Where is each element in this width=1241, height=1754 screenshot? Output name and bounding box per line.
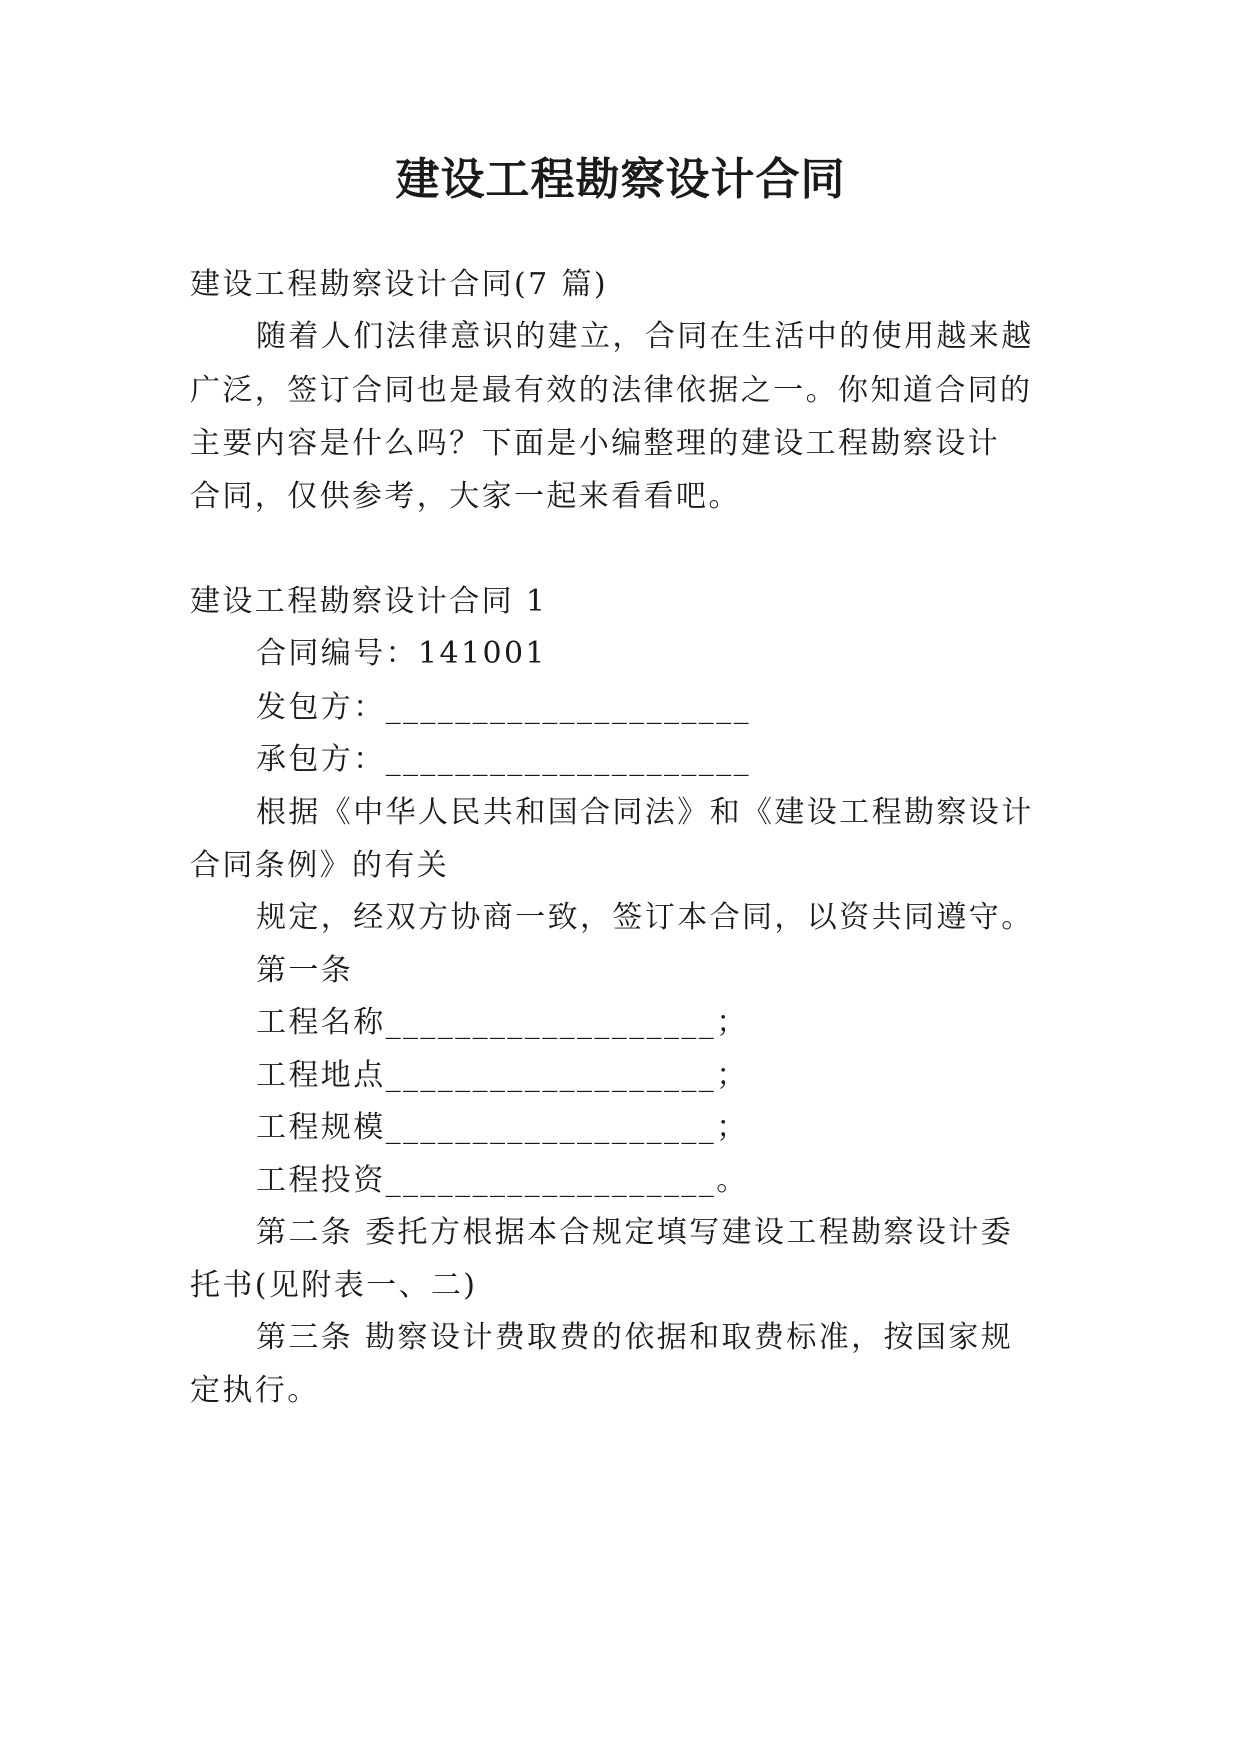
document-subtitle: 建设工程勘察设计合同(7 篇) (190, 267, 609, 302)
article-2-line-2: 托书(见附表一、二) (190, 1268, 478, 1303)
project-scale-field: 工程规模___________________； (256, 1110, 749, 1145)
article-3-line-1: 第三条 勘察设计费取费的依据和取费标准，按国家规 (256, 1320, 1014, 1355)
project-name-field: 工程名称___________________； (256, 1005, 749, 1040)
contract-number: 合同编号：141001 (256, 636, 547, 671)
employer-line: 发包方：_____________________ (256, 690, 751, 725)
section-heading: 建设工程勘察设计合同 1 (190, 584, 548, 619)
project-investment-field: 工程投资___________________。 (256, 1163, 749, 1198)
intro-line-2: 广泛，签订合同也是最有效的法律依据之一。你知道合同的 (190, 373, 1033, 408)
document-title: 建设工程勘察设计合同 (395, 154, 846, 205)
basis-line-1: 根据《中华人民共和国合同法》和《建设工程勘察设计 (256, 795, 1034, 830)
article-1-heading: 第一条 (256, 953, 354, 988)
intro-line-1: 随着人们法律意识的建立，合同在生活中的使用越来越 (256, 319, 1034, 354)
article-3-line-2: 定执行。 (190, 1373, 320, 1408)
article-2-line-1: 第二条 委托方根据本合规定填写建设工程勘察设计委 (256, 1215, 1014, 1250)
basis-line-2: 合同条例》的有关 (190, 848, 450, 883)
contractor-line: 承包方：_____________________ (256, 742, 751, 777)
agreement-line: 规定，经双方协商一致，签订本合同，以资共同遵守。 (256, 900, 1034, 935)
project-location-field: 工程地点___________________； (256, 1058, 749, 1093)
intro-line-3: 主要内容是什么吗？下面是小编整理的建设工程勘察设计 (190, 426, 1000, 461)
intro-line-4: 合同，仅供参考，大家一起来看看吧。 (190, 479, 741, 514)
